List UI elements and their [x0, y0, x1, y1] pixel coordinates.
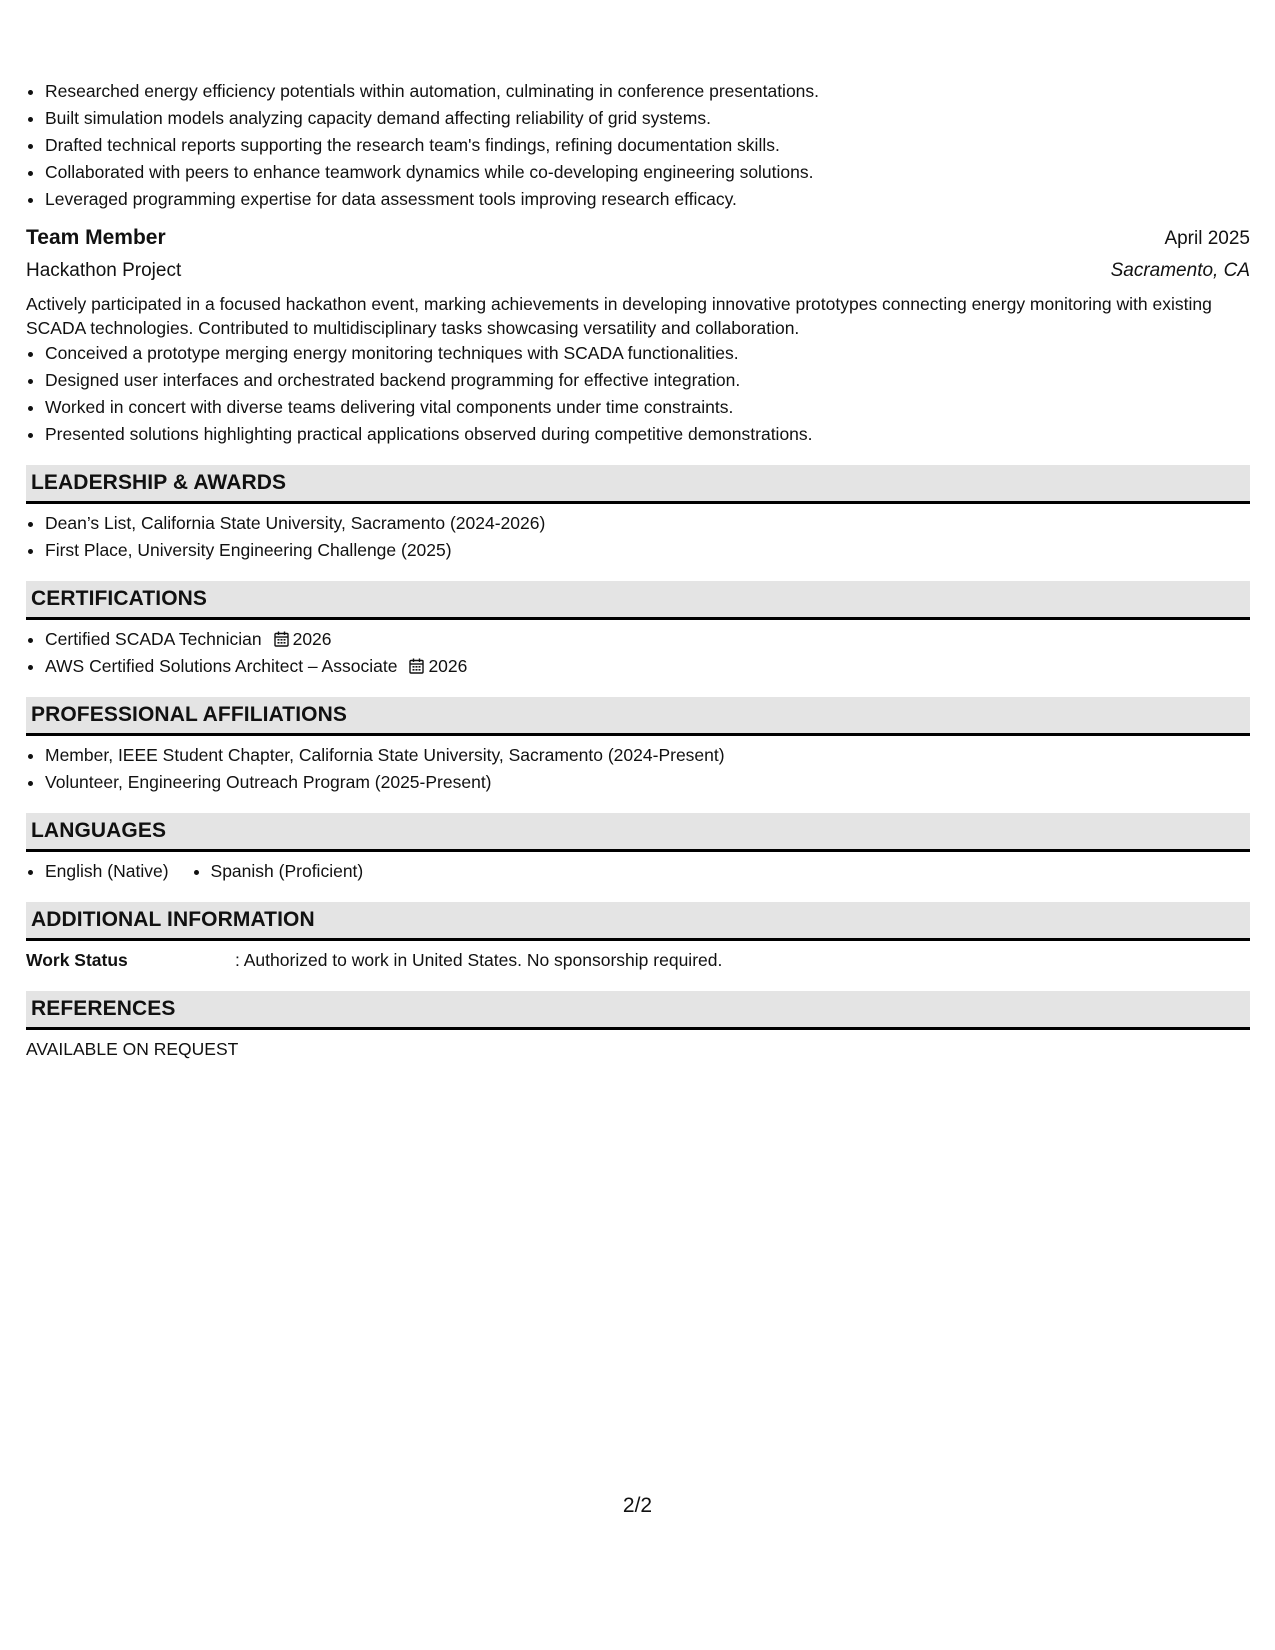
- languages-list: [26, 858, 1250, 885]
- section-header: [26, 991, 1250, 1030]
- affiliations-section: [26, 697, 1250, 796]
- job-location: Sacramento, CA: [1110, 260, 1250, 281]
- section-header: [26, 581, 1250, 620]
- job-organization: Hackathon Project: [26, 260, 182, 281]
- list-item: • Designed user interfaces and orchestrated backend programming for effective integration.: [45, 367, 1250, 394]
- job-header: [26, 223, 1250, 254]
- section-body: [26, 858, 1250, 885]
- certification-year: 2026: [428, 656, 468, 676]
- language-item: • Spanish (Proficient): [211, 858, 364, 885]
- references-section: [26, 991, 1250, 1063]
- calendar-icon: [409, 658, 424, 674]
- certification-name: AWS Certified Solutions Architect – Associate: [45, 656, 398, 676]
- section-body: [26, 626, 1250, 680]
- section-title: PROFESSIONAL AFFILIATIONS: [31, 703, 347, 726]
- section-title: LEADERSHIP & AWARDS: [31, 471, 287, 494]
- job-description: Actively participated in a focused hackathon event, marking achievements in developing innovative prototypes connecting energy monitoring with existing SCADA technologies. Contributed to multidisciplinary tasks showcasing versatility and collaboration.: [26, 294, 1212, 338]
- list-item: [45, 626, 1250, 653]
- certifications-list: [26, 626, 1250, 680]
- certifications-section: [26, 581, 1250, 680]
- page-number: 2/2: [622, 1494, 653, 1517]
- job-date: April 2025: [1164, 228, 1250, 249]
- section-body: [26, 1036, 1250, 1063]
- section-header: [26, 813, 1250, 852]
- list-item: • Drafted technical reports supporting the research team's findings, refining documentation skills.: [45, 132, 1250, 159]
- section-title: ADDITIONAL INFORMATION: [31, 908, 315, 931]
- languages-section: [26, 813, 1250, 885]
- previous-job-bullets: [26, 78, 1250, 213]
- list-item: • Presented solutions highlighting practical applications observed during competitive demonstrations.: [45, 421, 1250, 448]
- job-subheader: [26, 256, 1250, 286]
- language-item: • English (Native): [45, 858, 169, 885]
- certification-name: Certified SCADA Technician: [45, 629, 262, 649]
- leadership-section: [26, 465, 1250, 564]
- list-item: • Leveraged programming expertise for data assessment tools improving research efficacy.: [45, 186, 1250, 213]
- section-title: LANGUAGES: [31, 819, 167, 842]
- section-header: [26, 465, 1250, 504]
- calendar-icon: [274, 631, 289, 647]
- references-text: AVAILABLE ON REQUEST: [26, 1039, 239, 1059]
- list-item: • Volunteer, Engineering Outreach Program (2025-Present): [45, 769, 1250, 796]
- section-body: [26, 742, 1250, 796]
- section-title: REFERENCES: [31, 997, 176, 1020]
- work-status-value: : Authorized to work in United States. No sponsorship required.: [235, 950, 723, 970]
- section-header: [26, 697, 1250, 736]
- affiliations-list: [26, 742, 1250, 796]
- certification-year: 2026: [292, 629, 332, 649]
- experience-entry: [26, 223, 1250, 448]
- resume-page: [26, 78, 1250, 1063]
- list-item: • Conceived a prototype merging energy monitoring techniques with SCADA functionalities.: [45, 340, 1250, 367]
- list-item: • Built simulation models analyzing capacity demand affecting reliability of grid systems.: [45, 105, 1250, 132]
- list-item: • First Place, University Engineering Challenge (2025): [45, 537, 1250, 564]
- list-item: • Collaborated with peers to enhance teamwork dynamics while co-developing engineering solutions.: [45, 159, 1250, 186]
- additional-info-section: [26, 902, 1250, 974]
- list-item: • Member, IEEE Student Chapter, California State University, Sacramento (2024-Present): [45, 742, 1250, 769]
- section-header: [26, 902, 1250, 941]
- job-title: Team Member: [26, 226, 166, 249]
- section-title: CERTIFICATIONS: [31, 587, 208, 610]
- list-item: • Researched energy efficiency potentials within automation, culminating in conference presentations.: [45, 78, 1250, 105]
- section-body: [26, 510, 1250, 564]
- leadership-list: [26, 510, 1250, 564]
- list-item: • Dean’s List, California State University, Sacramento (2024-2026): [45, 510, 1250, 537]
- section-body: [26, 947, 1250, 974]
- list-item: [45, 653, 1250, 680]
- work-status-label: Work Status: [26, 950, 128, 970]
- job-bullets: [26, 340, 1250, 448]
- work-status-row: [26, 947, 1250, 974]
- list-item: • Worked in concert with diverse teams delivering vital components under time constraints.: [45, 394, 1250, 421]
